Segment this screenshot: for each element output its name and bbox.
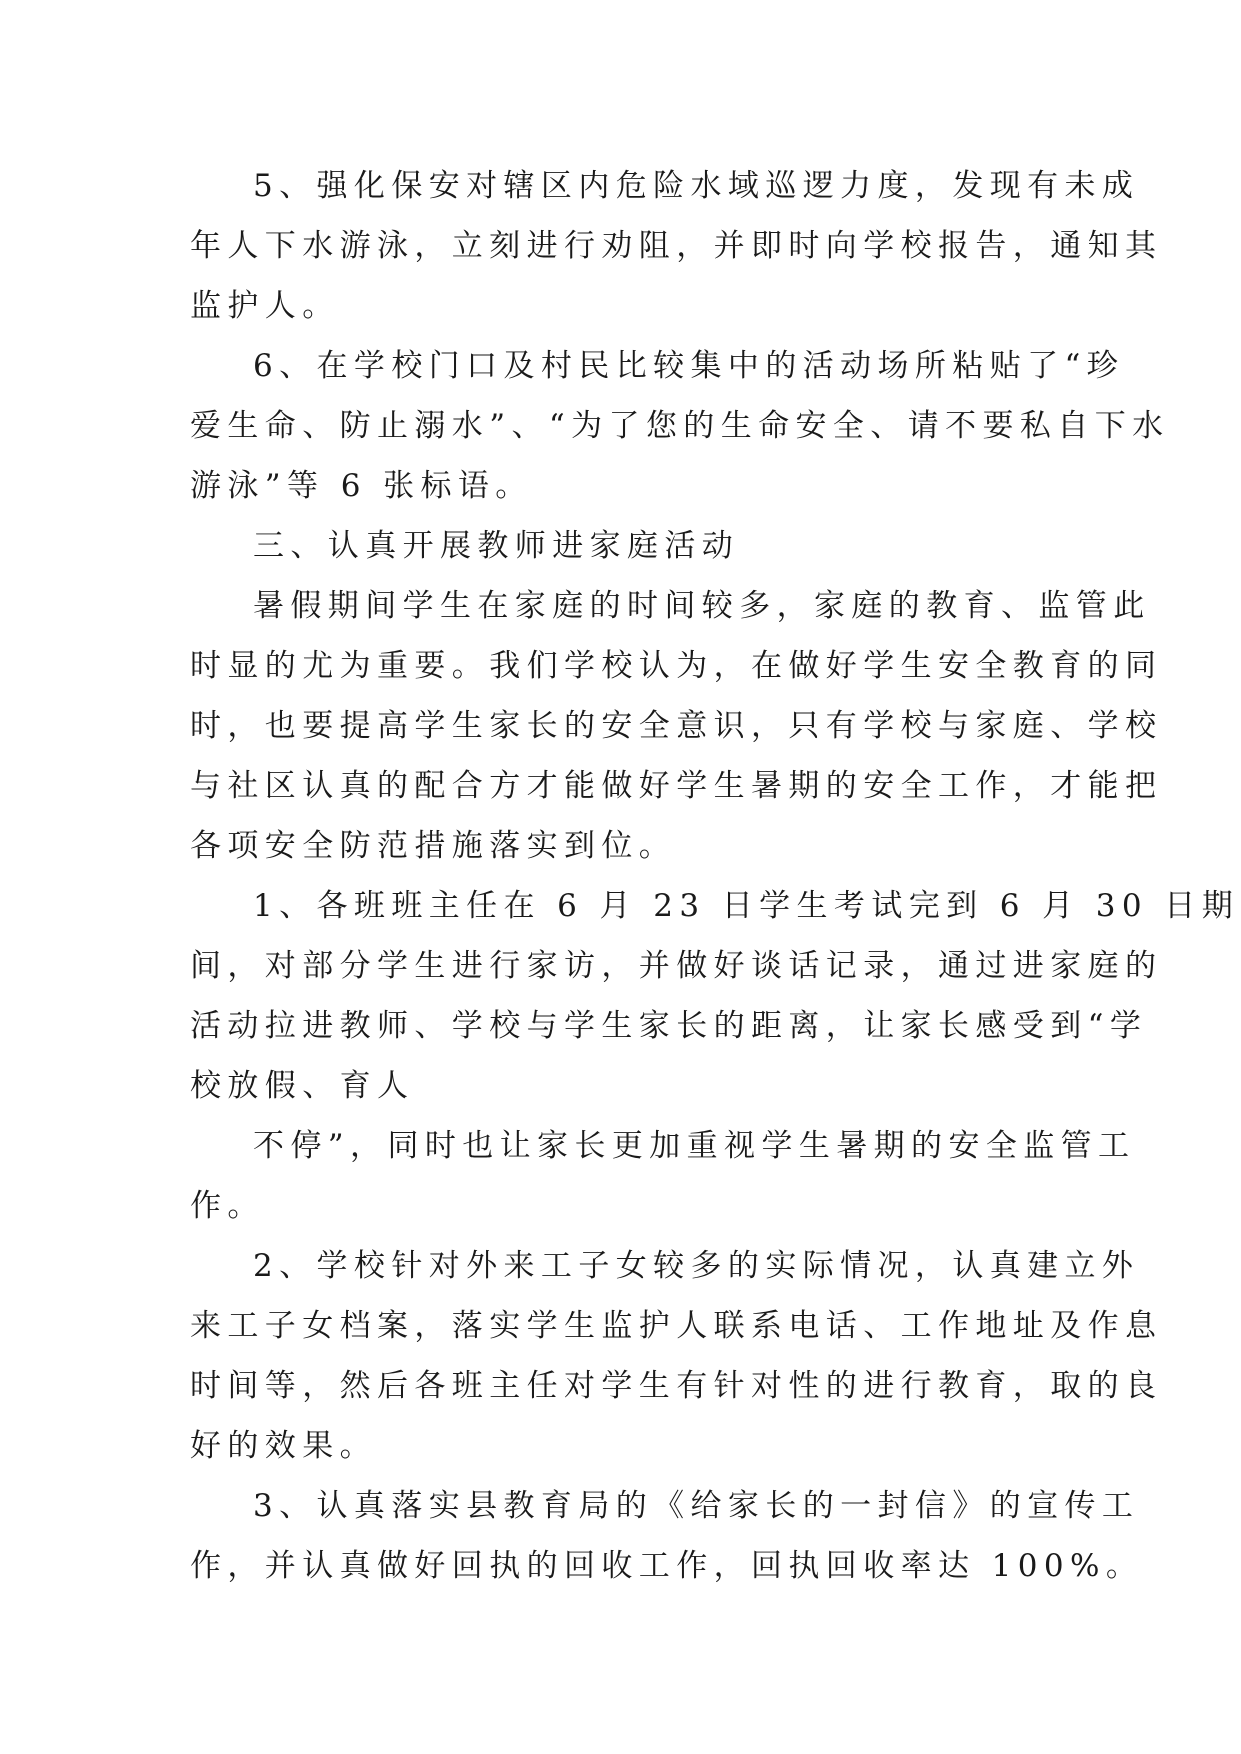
paragraph-line: 间，对部分学生进行家访，并做好谈话记录，通过进家庭的 <box>190 948 1163 984</box>
paragraph-line: 监护人。 <box>190 288 340 324</box>
paragraph-line: 爱生命、防止溺水”、“为了您的生命安全、请不要私自下水 <box>190 408 1170 444</box>
paragraph-line: 与社区认真的配合方才能做好学生暑期的安全工作，才能把 <box>190 768 1163 804</box>
paragraph-line: 暑假期间学生在家庭的时间较多，家庭的教育、监管此 <box>253 588 1151 624</box>
paragraph-line: 作。 <box>190 1188 265 1224</box>
paragraph-line: 3、认真落实县教育局的《给家长的一封信》的宣传工 <box>253 1488 1140 1524</box>
section-heading: 三、认真开展教师进家庭活动 <box>253 528 740 564</box>
paragraph-line: 校放假、育人 <box>190 1068 415 1104</box>
paragraph-line: 5、强化保安对辖区内危险水域巡逻力度，发现有未成 <box>253 168 1140 204</box>
paragraph-line: 不停”，同时也让家长更加重视学生暑期的安全监管工 <box>253 1128 1136 1164</box>
paragraph-line: 年人下水游泳，立刻进行劝阻，并即时向学校报告，通知其 <box>190 228 1163 264</box>
paragraph-line: 6、在学校门口及村民比较集中的活动场所粘贴了“珍 <box>253 348 1125 384</box>
paragraph-line: 2、学校针对外来工子女较多的实际情况，认真建立外 <box>253 1248 1140 1284</box>
paragraph-line: 时，也要提高学生家长的安全意识，只有学校与家庭、学校 <box>190 708 1163 744</box>
paragraph-line: 1、各班班主任在 6 月 23 日学生考试完到 6 月 30 日期 <box>253 888 1240 924</box>
paragraph-line: 作，并认真做好回执的回收工作，回执回收率达 100%。 <box>190 1548 1144 1584</box>
paragraph-line: 活动拉进教师、学校与学生家长的距离，让家长感受到“学 <box>190 1008 1148 1044</box>
paragraph-line: 各项安全防范措施落实到位。 <box>190 828 677 864</box>
paragraph-line: 好的效果。 <box>190 1428 377 1464</box>
paragraph-line: 来工子女档案，落实学生监护人联系电话、工作地址及作息 <box>190 1308 1163 1344</box>
paragraph-line: 时间等，然后各班主任对学生有针对性的进行教育，取的良 <box>190 1368 1163 1404</box>
paragraph-line: 游泳”等 6 张标语。 <box>190 468 533 504</box>
paragraph-line: 时显的尤为重要。我们学校认为，在做好学生安全教育的同 <box>190 648 1163 684</box>
